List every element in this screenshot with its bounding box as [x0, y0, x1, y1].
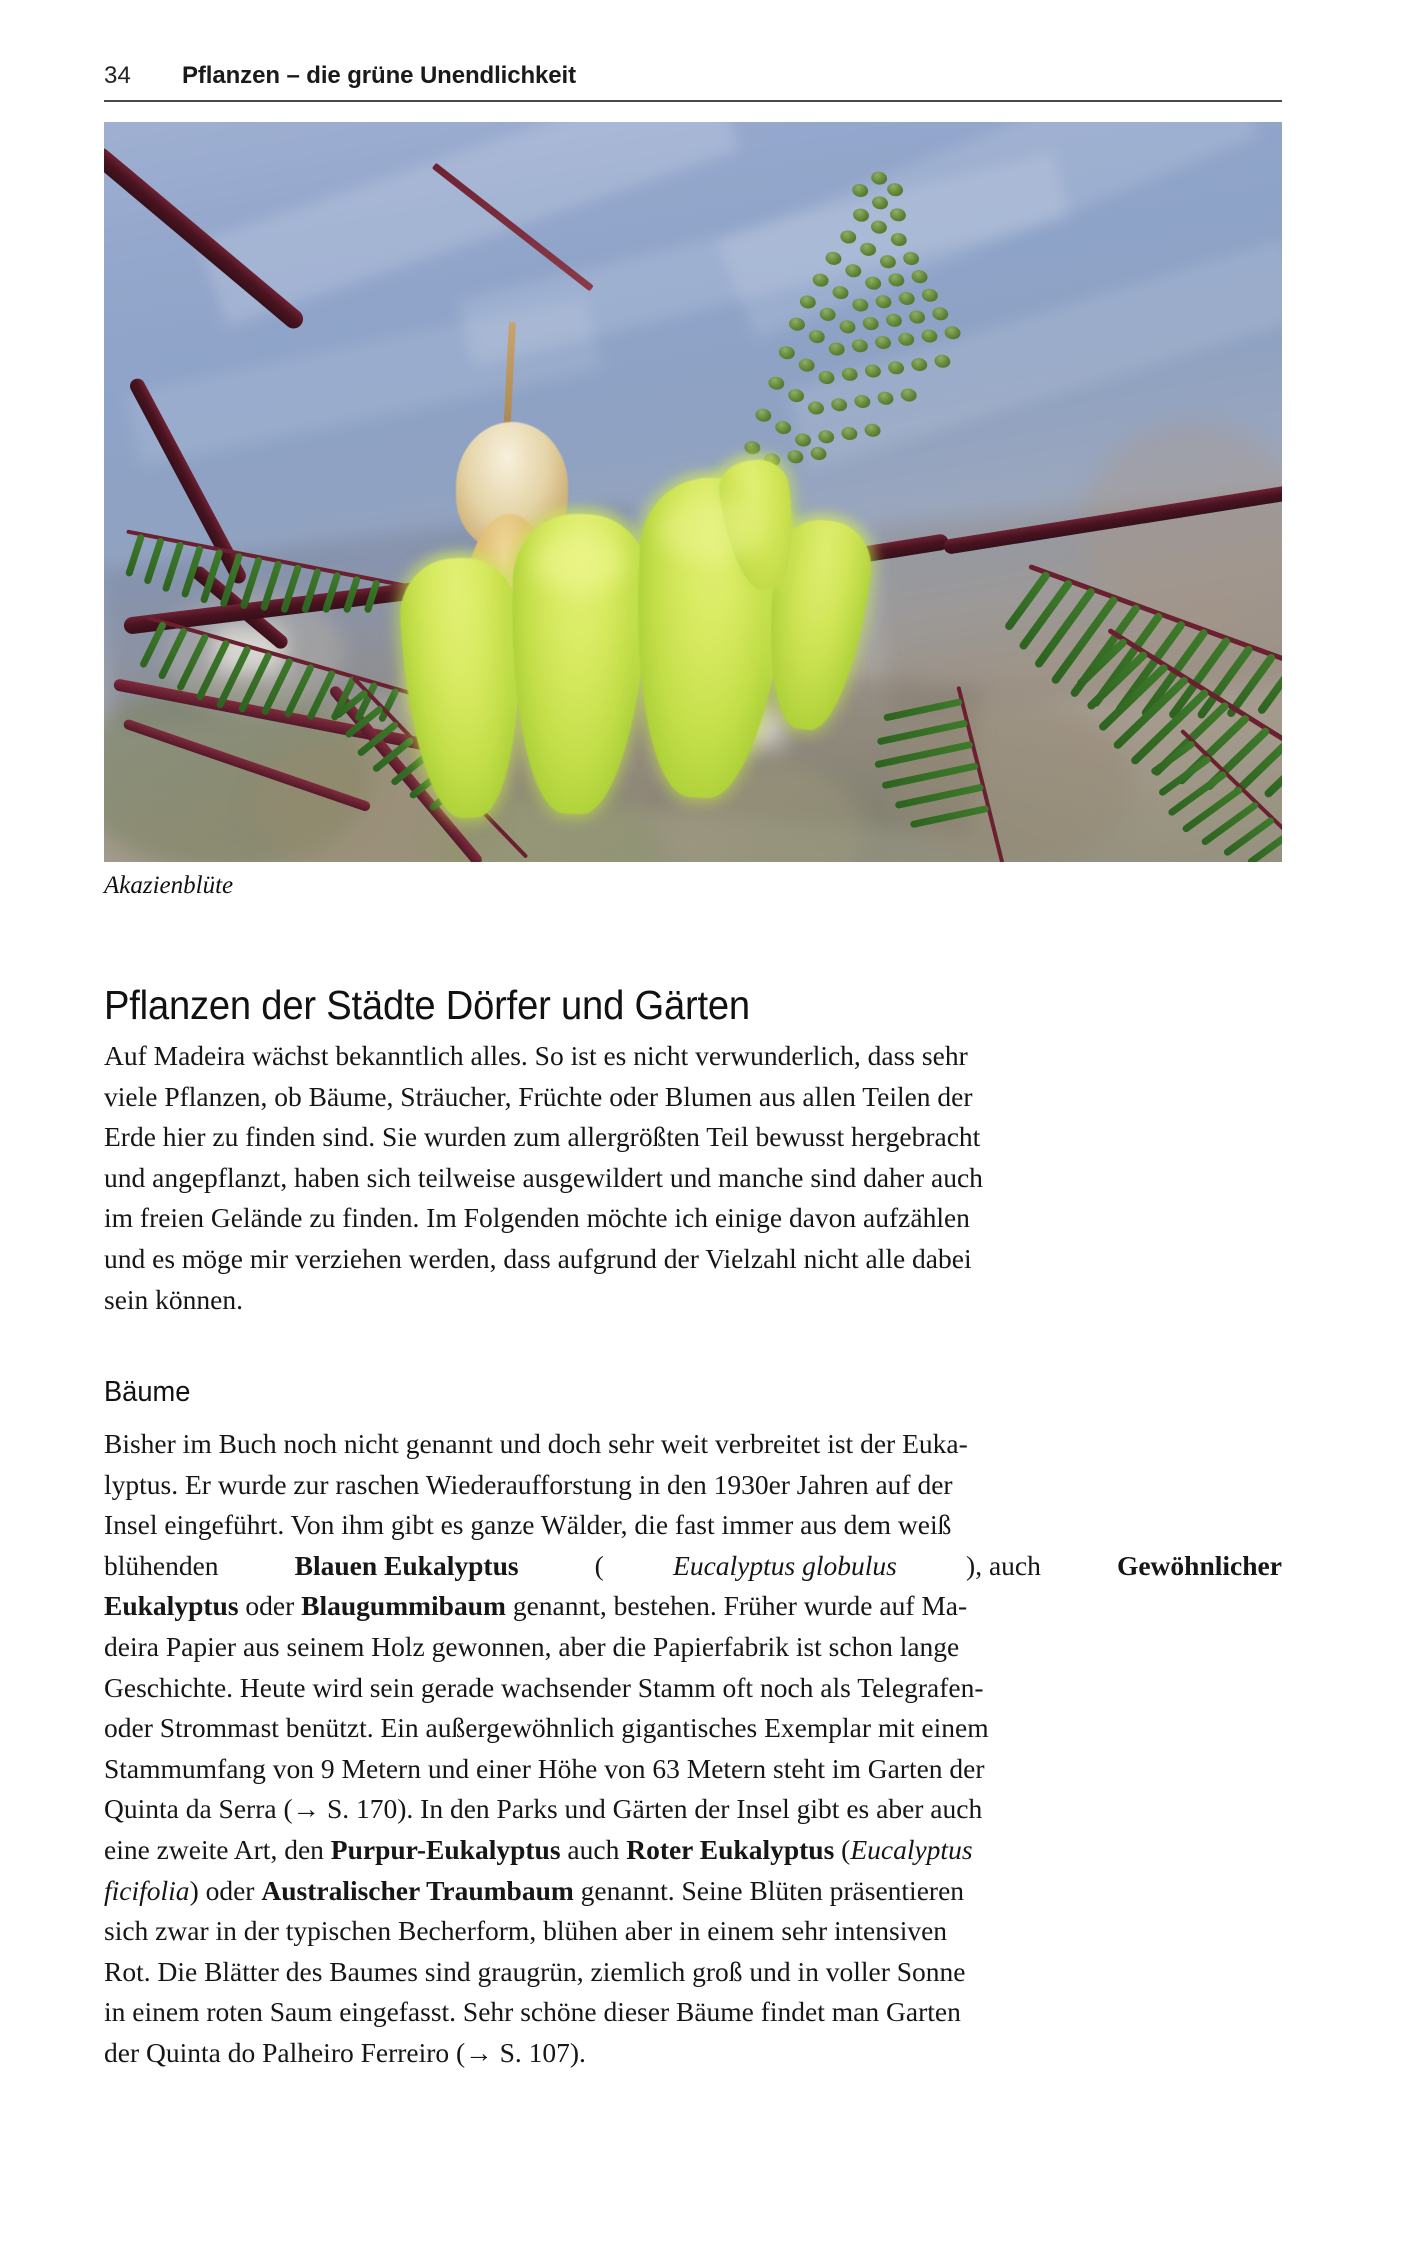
term-australischer-traumbaum: Australischer Traumbaum: [261, 1874, 574, 1906]
text-run: ), auch: [966, 1549, 1048, 1581]
latin-name-eucalyptus-globulus: Eucalyptus globulus: [673, 1549, 897, 1581]
text-line: und angepflanzt, haben sich teilweise ausgewildert und manche sind daher auch: [104, 1161, 983, 1193]
text-line: [104, 1871, 1282, 1912]
running-head-title: Pflanzen – die grüne Unendlichkeit: [182, 62, 577, 89]
header-divider-rule: [104, 100, 1282, 102]
term-blaugummibaum: Blaugummibaum: [301, 1590, 506, 1622]
text-run: (: [834, 1833, 851, 1865]
flower-highlight: [534, 532, 624, 592]
text-run: genannt, bestehen. Früher wurde auf Ma-: [505, 1590, 968, 1622]
text-run: genannt. Seine Blüten präsentieren: [573, 1874, 965, 1906]
text-line: sich zwar in der typischen Becherform, blühen aber in einem sehr intensiven: [104, 1915, 948, 1947]
latin-name-eucalyptus: Eucalyptus: [850, 1833, 973, 1865]
section-heading: Pflanzen der Städte Dörfer und Gärten: [104, 982, 750, 1029]
text-line: Quinta da Serra (→ S. 170). In den Parks und Gärten der Insel gibt es aber auch: [104, 1793, 983, 1825]
text-run: (: [587, 1549, 604, 1581]
text-line: Geschichte. Heute wird sein gerade wachsender Stamm oft noch als Telegrafen-: [104, 1671, 984, 1703]
figure-acacia-photo: [104, 122, 1282, 862]
text-line: [104, 1586, 1282, 1627]
text-run: oder: [238, 1590, 302, 1622]
text-line: der Quinta do Palheiro Ferreiro (→ S. 107).: [104, 2036, 586, 2068]
text-line: oder Strommast benützt. Ein außergewöhnlich gigantisches Exemplar mit einem: [104, 1712, 989, 1744]
latin-name-ficifolia: ficifolia: [104, 1874, 190, 1906]
term-gewoehnlicher: Gewöhnlicher: [1116, 1549, 1282, 1581]
page-number: 34: [104, 62, 132, 89]
paragraph-intro: [104, 1036, 1282, 1320]
figure-caption: Akazienblüte: [104, 872, 234, 899]
term-purpur-eukalyptus: Purpur-Eukalyptus: [330, 1833, 561, 1865]
text-line: deira Papier aus seinem Holz gewonnen, aber die Papierfabrik ist schon lange: [104, 1630, 960, 1662]
text-line: sein können.: [104, 1283, 244, 1315]
text-line: Rot. Die Blätter des Baumes sind graugrün, ziemlich groß und in voller Sonne: [104, 1955, 966, 1987]
text-line: [104, 1830, 1282, 1871]
text-line: lyptus. Er wurde zur raschen Wiederaufforstung in den 1930er Jahren auf der: [104, 1468, 953, 1500]
text-line: Stammumfang von 9 Metern und einer Höhe von 63 Metern steht im Garten der: [104, 1752, 985, 1784]
subsection-heading: Bäume: [104, 1376, 191, 1409]
text-line: Auf Madeira wächst bekanntlich alles. So ist es nicht verwunderlich, dass sehr: [104, 1040, 968, 1071]
text-line: Erde hier zu finden sind. Sie wurden zum allergrößten Teil bewusst hergebracht: [104, 1121, 981, 1153]
text-line: [104, 1546, 1282, 1587]
text-line: in einem roten Saum eingefasst. Sehr schöne dieser Bäume findet man Garten: [104, 1996, 961, 2028]
text-line: im freien Gelände zu finden. Im Folgenden möchte ich einige davon aufzählen: [104, 1202, 970, 1234]
text-run: ) oder: [189, 1874, 262, 1906]
text-line: Bisher im Buch noch nicht genannt und doch sehr weit verbreitet ist der Euka-: [104, 1428, 968, 1459]
running-head: [104, 62, 1280, 90]
text-run: eine zweite Art, den: [104, 1833, 331, 1865]
text-line: viele Pflanzen, ob Bäume, Sträucher, Früchte oder Blumen aus allen Teilen der: [104, 1080, 973, 1112]
term-eukalyptus: Eukalyptus: [104, 1590, 239, 1622]
text-run: auch: [560, 1833, 627, 1865]
flower-highlight: [660, 498, 760, 562]
photo-canvas: [104, 122, 1282, 862]
text-run: blühenden: [104, 1549, 226, 1581]
text-line: und es möge mir verziehen werden, dass aufgrund der Vielzahl nicht alle dabei: [104, 1242, 972, 1274]
term-blauer-eukalyptus: Blauen Eukalyptus: [294, 1549, 519, 1581]
term-roter-eukalyptus: Roter Eukalyptus: [626, 1833, 835, 1865]
paragraph-eukalyptus: [104, 1424, 1282, 2074]
text-line: Insel eingeführt. Von ihm gibt es ganze Wälder, die fast immer aus dem weiß: [104, 1509, 952, 1541]
